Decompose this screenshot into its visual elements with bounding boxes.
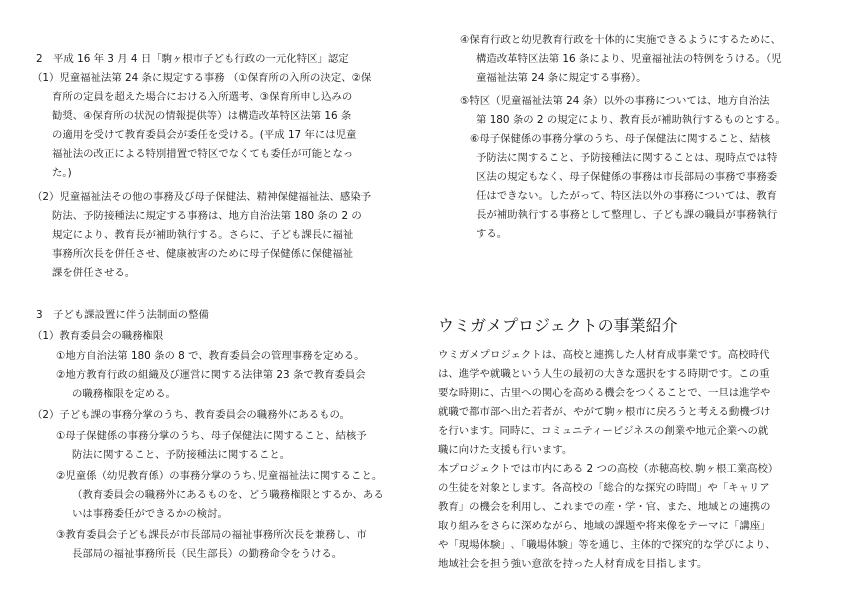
text-line: 区法の規定もなく、母子保健係の事務は市長部局の事務で事務委 <box>476 171 778 183</box>
text-line: 長が補助執行する事務として整理し、子ども課の職員が事務執行 <box>476 209 778 221</box>
umigame-title: ウミガメプロジェクトの事業紹介 <box>438 316 678 335</box>
text-line: 童福祉法第 24 条に規定する事務）。 <box>476 72 647 84</box>
text-line: た。) <box>52 167 72 179</box>
text-line: ウミガメプロジェクトは、高校と連携した人材育成事業です。高校時代 <box>438 349 770 361</box>
text-line: 課を併任させる。 <box>52 267 136 279</box>
text-line: 防法に関すること、予防接種法に関すること。 <box>72 449 291 461</box>
text-line: 勧奨、④保育所の状況の情報提供等）は構造改革特区法第 16 条 <box>52 110 352 122</box>
text-line: 任はできない。したがって、特区法以外の事務については、教育 <box>476 190 777 202</box>
text-line: する。 <box>476 228 508 240</box>
text-line: 構造改革特区法第 16 条により、児童福祉法の特例をうける。（児 <box>476 53 782 65</box>
text-line: の適用を受けて教育委員会が委任を受ける。(平成 17 年には児童 <box>52 129 357 141</box>
text-line: 教育」の機会を利用し、これまでの産・学・官、また、地域との連携の <box>438 501 771 513</box>
text-line: や「現場体験」､「職場体験」等を通じ、主体的で探究的な学びにより、 <box>438 539 776 551</box>
text-line: 就職で都市部へ出た若者が、やがて駒ヶ根市に戻ろうと考える動機づけ <box>438 406 771 418</box>
text-line: 防法、予防接種法に規定する事務は、地方自治法第 180 条の 2 の <box>52 210 362 222</box>
text-line: 事務所次長を併任させ、健康被害のために母子保健係に保健福祉 <box>52 248 354 260</box>
text-line: 第 180 条の 2 の規定により、教育長が補助執行するものとする。 <box>476 114 786 126</box>
text-line: 規定により、教育長が補助執行する。さらに、子ども課長に福祉 <box>52 229 354 241</box>
text-line: の職務権限を定める。 <box>72 388 176 400</box>
text-line: 職に向けた支援も行います。 <box>438 444 573 456</box>
text-line: の生徒を対象とします。各高校の「総合的な探究の時間」や「キャリア <box>438 482 770 494</box>
text-line: （1）児童福祉法第 24 条に規定する事務 （①保育所の入所の決定、②保 <box>32 72 372 84</box>
text-line: （教育委員会の職務外にあるものを、どう職務権限とするか、ある <box>72 489 384 501</box>
text-line: 長部局の福祉事務所長（民生部長）の勤務命令をうける。 <box>72 548 343 560</box>
text-line: ②地方教育行政の組織及び運営に関する法律第 23 条で教育委員会 <box>56 369 366 381</box>
text-line: 地域社会を担う強い意欲を持った人材育成を目指します。 <box>438 558 708 570</box>
text-line: ④保育行政と幼児教育行政を十体的に実施できるようにするために、 <box>460 34 782 46</box>
text-line: 本プロジェクトでは市内にある 2 つの高校（赤穂高校､駒ヶ根工業高校） <box>438 463 779 475</box>
text-line: 育所の定員を超えた場合における入所選考、③保育所申し込みの <box>52 91 353 103</box>
text-line: ③教育委員会子ども課長が市長部局の福祉事務所次長を兼務し、市 <box>56 529 367 541</box>
text-line: ②児童係（幼児教育係）の事務分掌のうち､児童福祉法に関すること。 <box>56 470 383 482</box>
text-line: いは事務委任ができるかの検討。 <box>72 508 228 520</box>
section3-item1-head: （1）教育委員会の職務権限 <box>32 330 164 342</box>
section2-heading: 2 平成 16 年 3 月 4 日「駒ヶ根市子ども行政の一元化特区」認定 <box>36 53 349 65</box>
text-line: ⑤特区（児童福祉法第 24 条）以外の事務については、地方自治法 <box>460 95 770 107</box>
text-line: 取り組みをさらに深めながら、地域の課題や将来像をテーマに「講座」 <box>438 520 771 532</box>
text-line: （2）児童福祉法その他の事務及び母子保健法、精神保健福祉法、感染予 <box>32 191 372 203</box>
text-line: は、進学や就職という人生の最初の大きな選択をする時期です。この重 <box>438 368 770 380</box>
section3-item1-a: ①地方自治法第 180 条の 8 で、教育委員会の管理事務を定める。 <box>56 350 365 362</box>
text-line: ①母子保健係の事務分掌のうち、母子保健法に関すること、結核予 <box>56 430 367 442</box>
text-line: ⑥母子保健係の事務分掌のうち、母子保健法に関すること、結核 <box>470 133 771 145</box>
text-line: 要な時期に、古里への関心を高める機会をつくることで、一旦は進学や <box>438 387 771 399</box>
text-line: 予防法に関すること、予防接種法に関することは、現時点では特 <box>476 152 778 164</box>
section3-heading: 3 子ども課設置に伴う法制面の整備 <box>36 309 209 321</box>
text-line: を行います。同時に、コミュニティービジネスの創業や地元企業への就 <box>438 425 769 437</box>
text-line: 福祉法の改正による特別措置で特区でなくても委任が可能となっ <box>52 148 354 160</box>
section3-item2-head: （2）子ども課の事務分掌のうち、教育委員会の職務外にあるもの。 <box>32 409 350 421</box>
